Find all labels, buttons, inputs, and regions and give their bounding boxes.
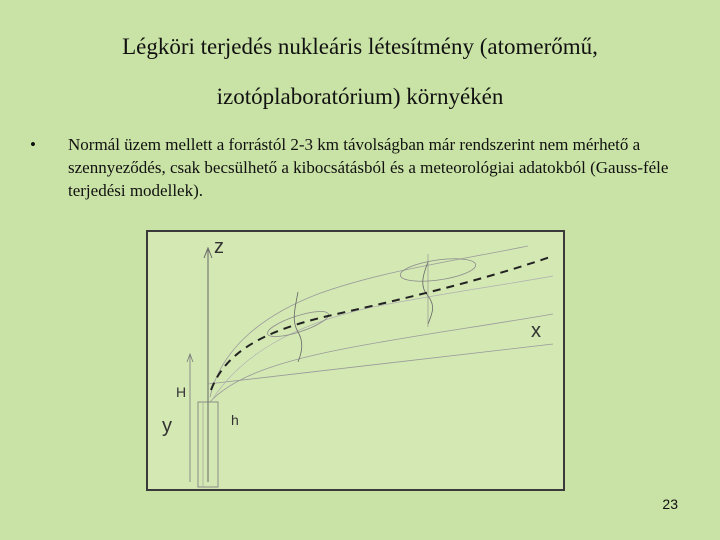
label-H: H (176, 384, 187, 400)
bullet-marker: • (30, 135, 36, 154)
slide-title (40, 22, 680, 122)
plume-upper-edge (210, 246, 528, 397)
label-h: h (231, 412, 239, 428)
x-axis-line (208, 344, 553, 384)
axis-z-label: z (214, 236, 224, 258)
page-number: 23 (662, 496, 678, 512)
axis-x-label: x (531, 320, 541, 342)
title-line-2: izotóplaboratórium) környékén (216, 84, 504, 109)
axis-y-label: y (162, 415, 172, 437)
gauss-plume-diagram (146, 230, 565, 491)
plume-section-2 (399, 255, 477, 285)
bullet-item (30, 133, 670, 202)
title-line-1: Légköri terjedés nukleáris létesítmény (atomerőmű, (122, 34, 598, 59)
plume-lower-edge (210, 314, 553, 402)
plume-drawing (148, 232, 563, 489)
bullet-text: Normál üzem mellett a forrástól 2-3 km távolságban már rendszerint nem mérhető a szennyeződés, csak becsülhető a kibocsátásból és a meteorológiai adatokból (Gauss-féle terjedési modellek). (68, 135, 669, 200)
